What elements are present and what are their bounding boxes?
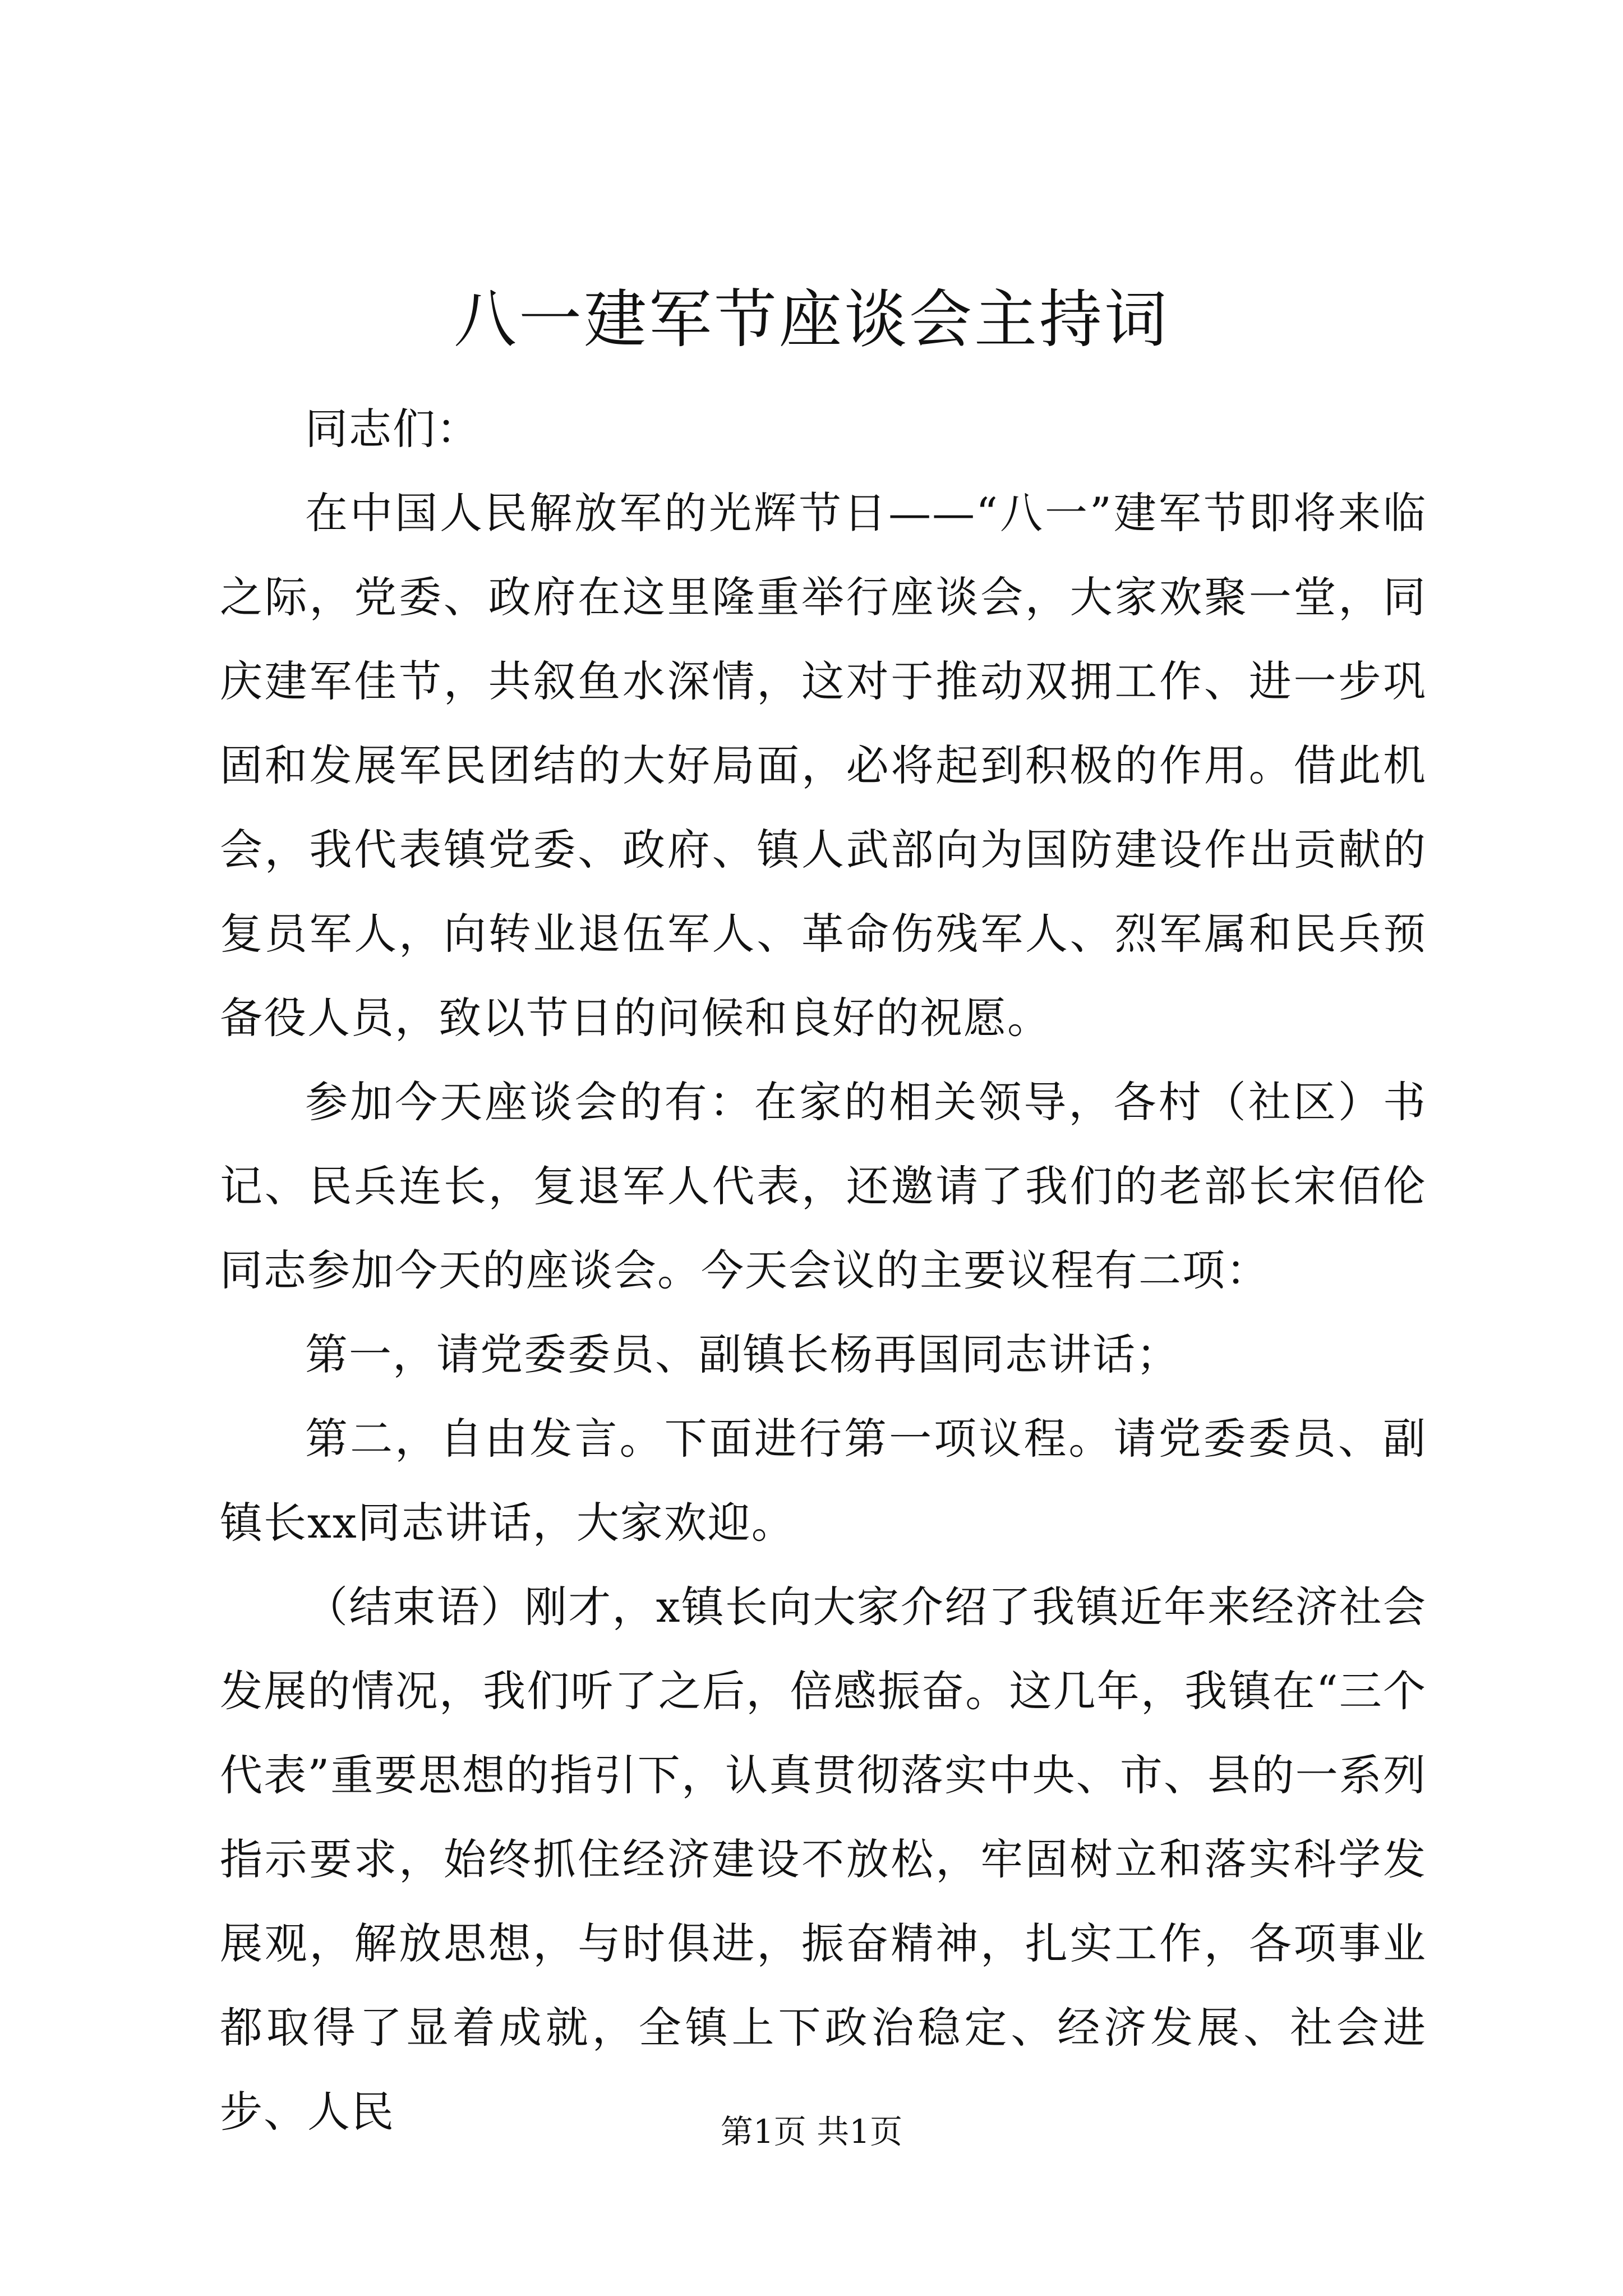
paragraph-closing: （结束语）刚才，x镇长向大家介绍了我镇近年来经济社会发展的情况，我们听了之后，倍感振奋。这几年，我镇在“三个代表”重要思想的指引下，认真贯彻落实中央、市、县的一系列指示要求，始终抓住经济建设不放松，牢固树立和落实科学发展观，解放思想，与时俱进，振奋精神，扎实工作，各项事业都取得了显着成就，全镇上下政治稳定、经济发展、社会进步、人民 — [220, 1582, 1427, 2137]
paragraph-agenda-item-2: 第二，自由发言。下面进行第一项议程。请党委委员、副镇长xx同志讲话，大家欢迎。 — [220, 1414, 1427, 1548]
paragraph-greeting: 同志们： — [305, 404, 480, 454]
document-title: 八一建军节座谈会主持词 — [454, 283, 1169, 356]
document-body — [220, 387, 1427, 2154]
page-number-footer: 第1页 共1页 — [720, 2113, 903, 2151]
paragraph-agenda-item-1: 第一，请党委委员、副镇长杨再国同志讲话； — [305, 1329, 1180, 1379]
paragraph-attendees: 参加今天座谈会的有：在家的相关领导，各村（社区）书记、民兵连长，复退军人代表，还邀请了我们的老部长宋佰伦同志参加今天的座谈会。今天会议的主要议程有二项： — [220, 1077, 1427, 1295]
paragraph-opening: 在中国人民解放军的光辉节日——“八一”建军节即将来临之际，党委、政府在这里隆重举行座谈会，大家欢聚一堂，同庆建军佳节，共叙鱼水深情，这对于推动双拥工作、进一步巩固和发展军民团结的大好局面，必将起到积极的作用。借此机会，我代表镇党委、政府、镇人武部向为国防建设作出贡献的复员军人，向转业退伍军人、革命伤残军人、烈军属和民兵预备役人员，致以节日的问候和良好的祝愿。 — [220, 488, 1427, 1043]
